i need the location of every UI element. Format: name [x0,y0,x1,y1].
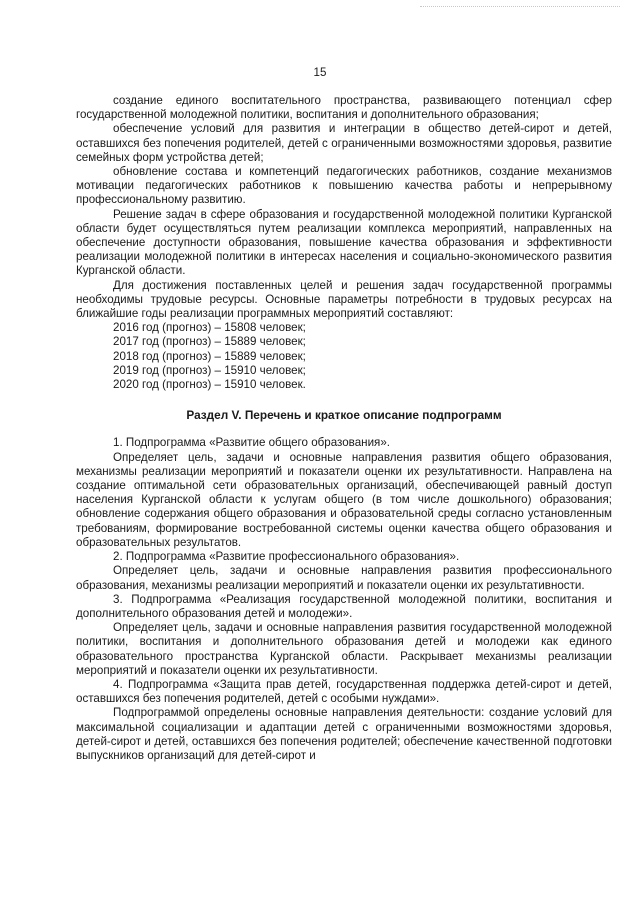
paragraph: Решение задач в сфере образования и государственной молодежной политики Курганской области будет осуществляться путем реализации комплекса мероприятий, направленных на обеспечение доступности образования, повышение качества образования и эффективности реализации молодежной политики в интересах населения и социально-экономического развития Курганской области. [76,207,612,278]
forecast-item: 2019 год (прогноз) – 15910 человек; [113,363,306,377]
paragraph: 1. Подпрограмма «Развитие общего образования». [113,436,390,450]
forecast-item: 2018 год (прогноз) – 15889 человек; [113,349,306,363]
paragraph: 4. Подпрограмма «Защита прав детей, государственная поддержка детей-сирот и детей, оставшихся без попечения родителей, детей с особыми нуждами». [76,677,612,706]
scan-artifact [420,6,620,11]
labor-forecast-list [76,321,612,392]
section-title: Раздел V. Перечень и краткое описание подпрограмм [186,408,502,423]
paragraph: Определяет цель, задачи и основные направления развития государственной молодежной политики, воспитания и дополнительного образования детей и молодежи как единого образовательного пространства Курганской области. Раскрывает механизмы реализации мероприятий и показатели оценки их результативности. [76,621,612,677]
paragraph: Подпрограммой определены основные направления деятельности: создание условий для максимальной социализации и адаптации детей с ограниченными возможностями здоровья, детей-сирот и детей, оставшихся без попечения родителей; обеспечение качественной подготовки выпускников организаций для детей-сирот и [76,706,612,762]
paragraph: Для достижения поставленных целей и решения задач государственной программы необходимы трудовые ресурсы. Основные параметры потребности в трудовых ресурсах на ближайшие годы реализации программных мероприятий составляют: [76,278,612,321]
forecast-item: 2020 год (прогноз) – 15910 человек. [113,378,306,392]
paragraph: Определяет цель, задачи и основные направления развития профессионального образования, механизмы реализации мероприятий и показатели оценки их результативности. [76,564,612,592]
paragraph: 3. Подпрограмма «Реализация государственной молодежной политики, воспитания и дополнительного образования детей и молодежи». [76,592,612,620]
paragraph: обеспечение условий для развития и интеграции в общество детей-сирот и детей, оставшихся без попечения родителей, детей с ограниченными возможностями здоровья, развитие семейных форм устройства детей; [76,122,612,164]
page-number: 15 [313,66,327,79]
paragraph: 2. Подпрограмма «Развитие профессионального образования». [113,550,460,564]
forecast-item: 2017 год (прогноз) – 15889 человек; [113,335,306,349]
paragraph: Определяет цель, задачи и основные направления развития общего образования, механизмы реализации мероприятий и показатели оценки их результативности. Направлена на создание оптимальной сети образовательных организаций, обеспечивающей равный доступ населения Курганской области к услугам общего (в том числе дошкольного) образования; обновление содержания общего образования и образовательной среды согласно установленным требованиям, формирование востребованной системы оценки качества общего образования и образовательных результатов. [76,450,612,549]
document-body [76,94,612,763]
paragraph: обновление состава и компетенций педагогических работников, создание механизмов мотивации педагогических работников к повышению качества работы и непрерывному профессиональному развитию. [76,165,612,207]
paragraph: создание единого воспитательного пространства, развивающего потенциал сфер государственной молодежной политики, воспитания и дополнительного образования; [76,94,612,122]
forecast-item: 2016 год (прогноз) – 15808 человек; [113,321,306,335]
